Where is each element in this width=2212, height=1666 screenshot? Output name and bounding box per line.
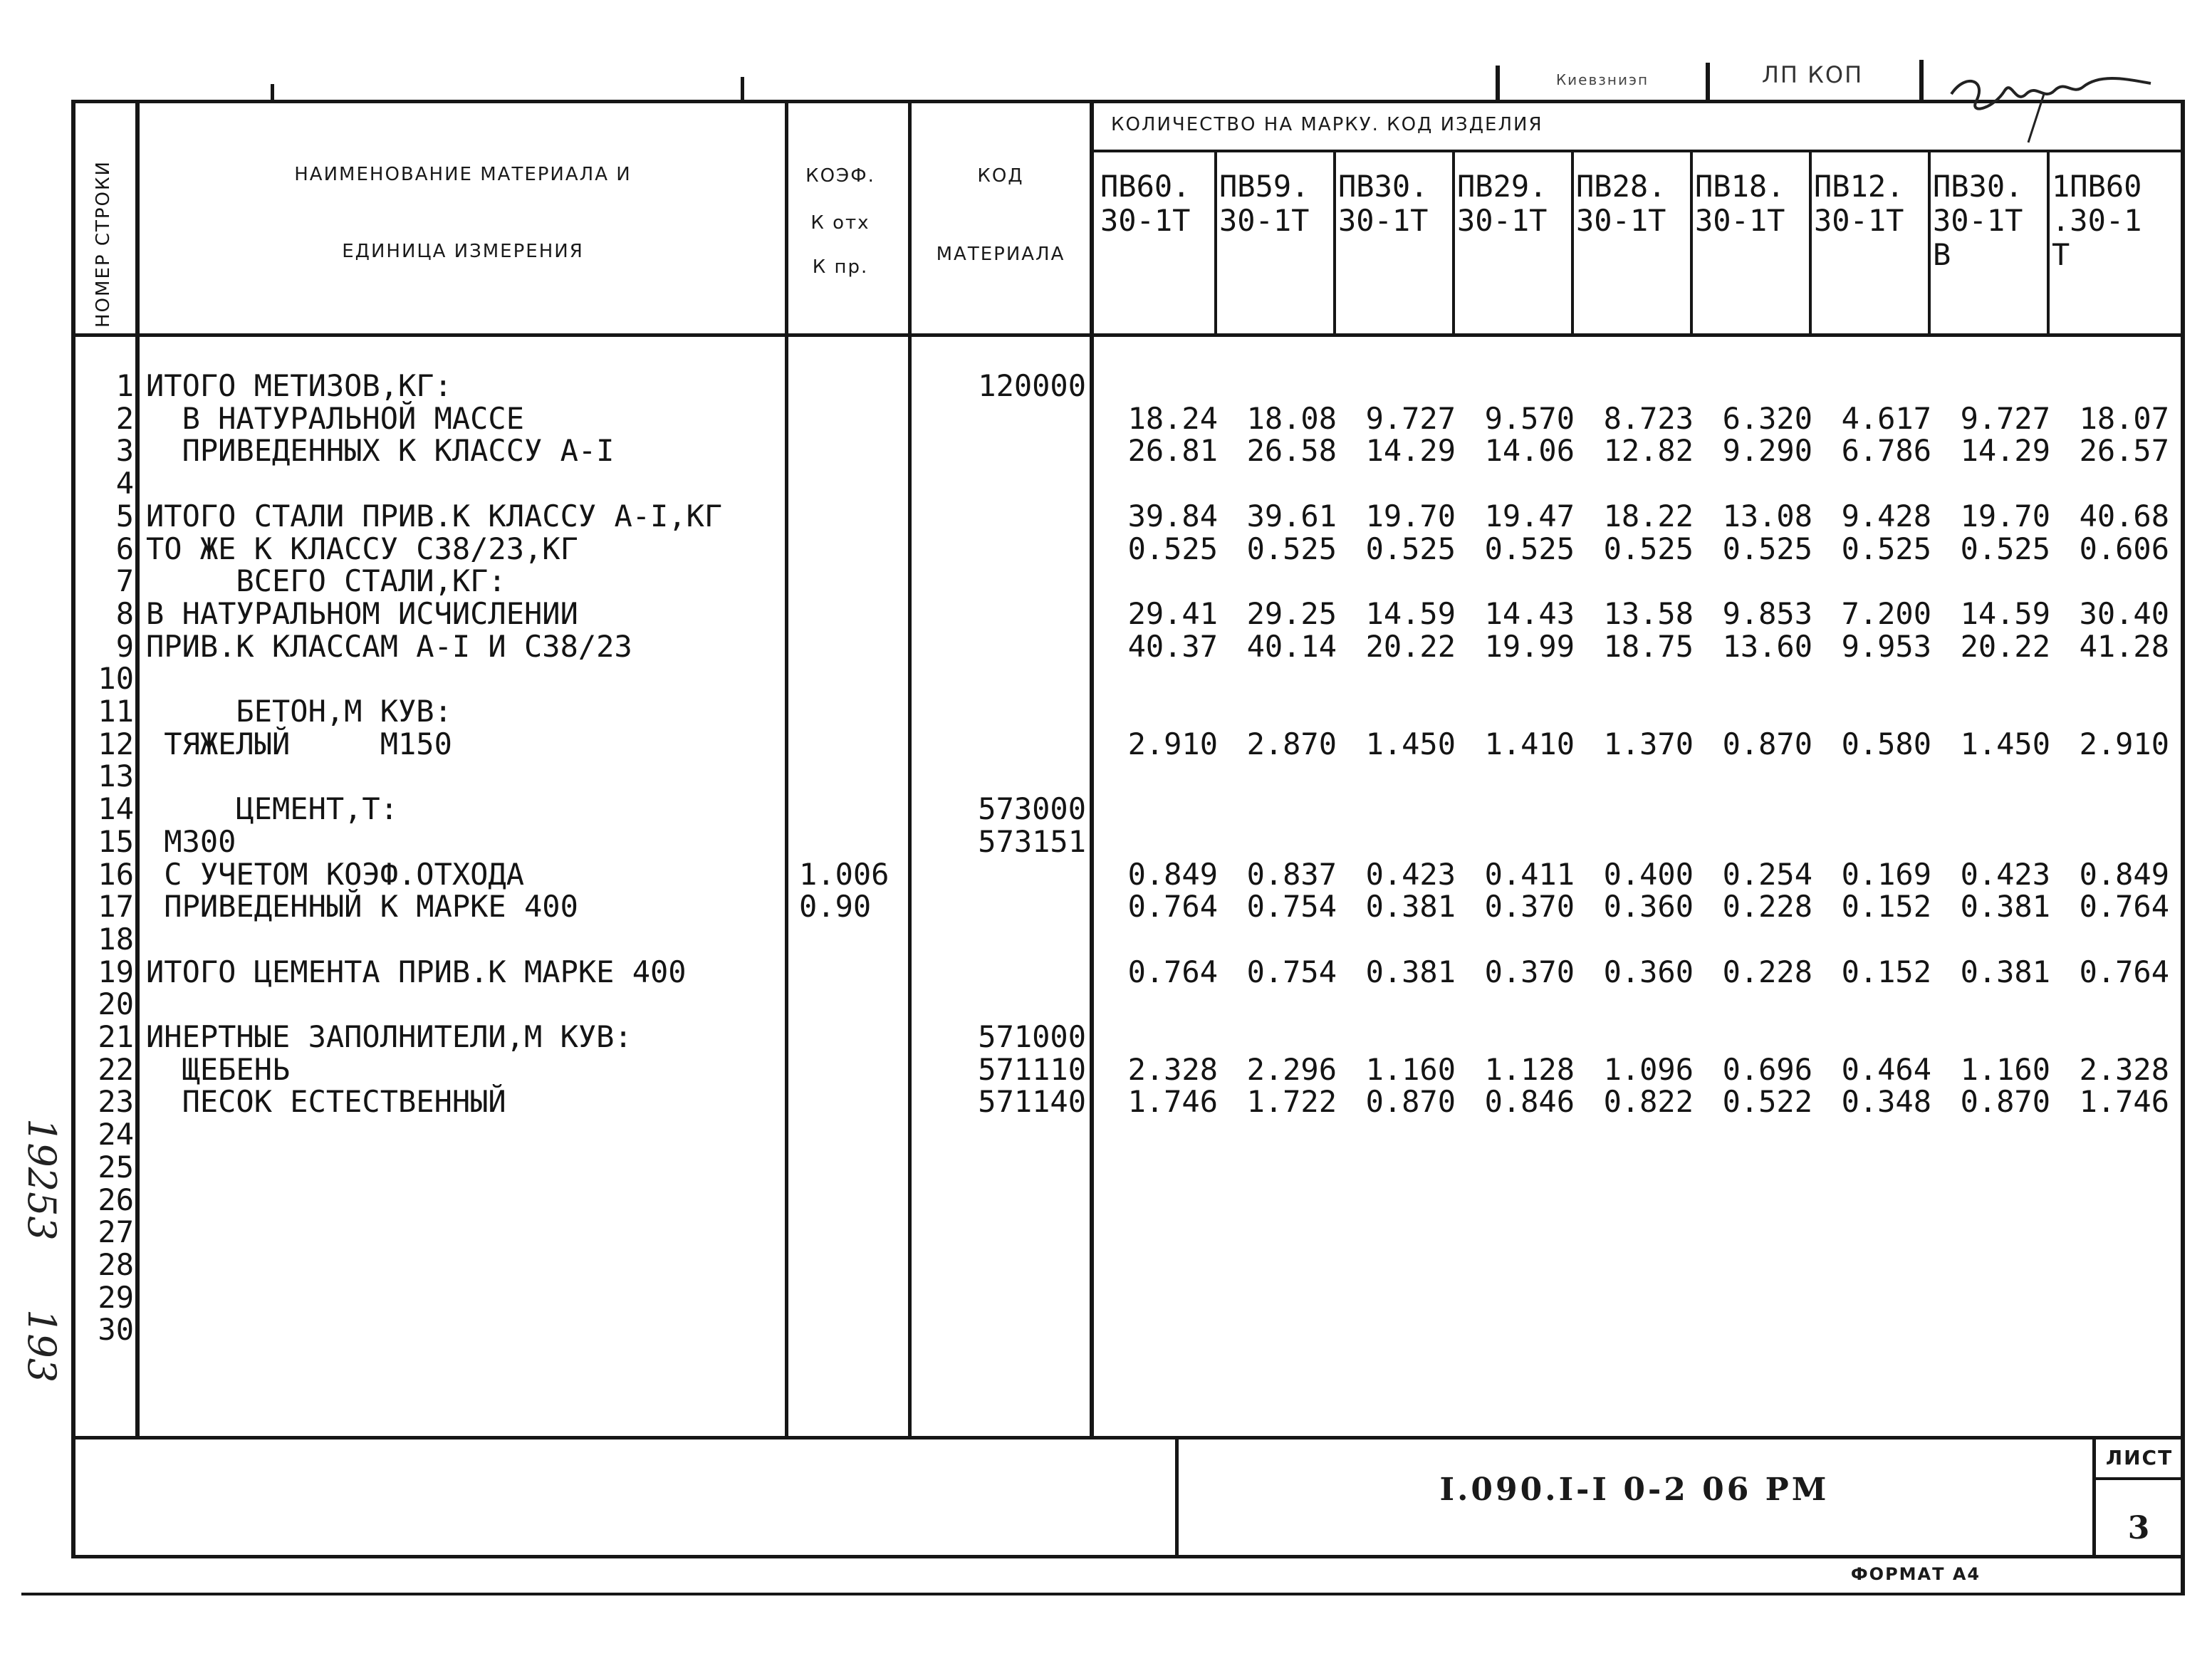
quantity-value: 29.41 [1127,596,1218,631]
quantity-value: 0.360 [1603,954,1694,989]
quantity-value: 2.870 [1246,727,1337,761]
quantity-value: 14.43 [1484,596,1575,631]
row-number: 7 [115,563,134,598]
row-number: 27 [98,1214,134,1249]
quantity-value: 0.764 [2079,954,2169,989]
row-number: 30 [98,1312,134,1347]
quantity-value: 0.522 [1722,1084,1812,1119]
row-number: 1 [115,368,134,403]
quantity-value: 26.58 [1246,433,1337,468]
quantity-value: 0.754 [1246,954,1337,989]
row-number: 19 [98,954,134,989]
quantity-value: 1.450 [1960,727,2050,761]
quantity-value: 1.746 [1127,1084,1218,1119]
table-bottom [71,1436,2185,1439]
row-number: 24 [98,1117,134,1152]
row-number: 11 [98,694,134,729]
material-name: ЦЕМЕНТ,Т: [146,791,399,826]
material-name: ВСЕГО СТАЛИ,КГ: [146,563,506,598]
quantity-value: 0.696 [1722,1052,1812,1087]
quantity-value: 0.360 [1603,889,1694,924]
col-line-coef [908,100,912,1439]
quantity-value: 0.764 [1127,954,1218,989]
quantity-value: 1.722 [1246,1084,1337,1119]
quantity-value: 7.200 [1841,596,1931,631]
quantity-value: 6.786 [1841,433,1931,468]
row-number: 6 [115,531,134,566]
stamp-line-2 [1706,63,1710,101]
quantity-value: 1.370 [1603,727,1694,761]
mark-header: ПВ18. 30-1Т [1695,169,1785,238]
quantity-value: 0.525 [1365,531,1456,566]
quantity-value: 4.617 [1841,401,1931,436]
material-header-line1: НАИМЕНОВАНИЕ МАТЕРИАЛА И [294,164,632,185]
row-number: 4 [115,466,134,501]
material-name: БЕТОН,М КУВ: [146,694,452,729]
quantity-value: 13.60 [1722,629,1812,664]
quantity-value: 18.08 [1246,401,1337,436]
row-number: 15 [98,824,134,859]
code-header-line2: МАТЕРИАЛА [936,244,1065,265]
quantity-value: 0.169 [1841,857,1931,892]
quantity-value: 18.75 [1603,629,1694,664]
quantity-value: 9.428 [1841,499,1931,533]
quantity-value: 0.228 [1722,889,1812,924]
quantity-value: 0.870 [1722,727,1812,761]
coef-header-line3: К пр. [812,256,869,278]
mark-sep-7 [1928,150,1931,335]
row-number-header: НОМЕР СТРОКИ [93,160,114,328]
quantity-value: 13.08 [1722,499,1812,533]
quantity-value: 39.84 [1127,499,1218,533]
mark-header: ПВ60. 30-1Т [1100,169,1191,238]
mark-sep-6 [1809,150,1812,335]
quantity-value: 14.59 [1960,596,2050,631]
quantity-value: 0.381 [1365,954,1456,989]
quantity-value: 0.152 [1841,954,1931,989]
material-name: В НАТУРАЛЬНОМ ИСЧИСЛЕНИИ [146,596,578,631]
material-name: ПЕСОК ЕСТЕСТВЕННЫЙ [146,1084,506,1119]
mark-header: ПВ30. 30-1Т [1338,169,1429,238]
quantity-value: 19.70 [1365,499,1456,533]
quantity-value: 0.606 [2079,531,2169,566]
quantity-value: 1.746 [2079,1084,2169,1119]
quantity-value: 0.464 [1841,1052,1931,1087]
quantity-value: 20.22 [1960,629,2050,664]
quantity-value: 30.40 [2079,596,2169,631]
quantity-value: 14.29 [1365,433,1456,468]
material-name: ПРИВЕДЕННЫХ К КЛАССУ А-I [146,433,615,468]
quantity-value: 20.22 [1365,629,1456,664]
quantity-value: 0.846 [1484,1084,1575,1119]
material-code: 571110 [978,1052,1086,1087]
signature-image [1937,51,2165,144]
quantity-value: 2.296 [1246,1052,1337,1087]
quantity-value: 18.07 [2079,401,2169,436]
quantity-value: 1.160 [1960,1052,2050,1087]
quantity-value: 0.837 [1246,857,1337,892]
quantity-value: 9.853 [1722,596,1812,631]
row-number: 23 [98,1084,134,1119]
format-label: ФОРМАТ А4 [1850,1564,1981,1584]
format-strip-bottom [21,1593,2185,1595]
quantity-value: 0.381 [1960,954,2050,989]
quantity-value: 40.68 [2079,499,2169,533]
mark-header: ПВ29. 30-1Т [1457,169,1548,238]
quantity-value: 9.727 [1960,401,2050,436]
material-name: ИНЕРТНЫЕ ЗАПОЛНИТЕЛИ,М КУВ: [146,1019,632,1054]
row-number: 2 [115,401,134,436]
quantity-value: 2.910 [1127,727,1218,761]
frame-right [2181,100,2185,1595]
mark-sep-5 [1690,150,1693,335]
coefficient-value: 0.90 [799,889,872,924]
material-name: ПРИВЕДЕННЫЙ К МАРКЕ 400 [146,889,578,924]
mark-header: ПВ59. 30-1Т [1219,169,1310,238]
quantity-value: 0.381 [1960,889,2050,924]
mark-sep-8 [2047,150,2050,335]
quantity-value: 0.525 [1603,531,1694,566]
quantity-value: 0.423 [1365,857,1456,892]
material-code: 571140 [978,1084,1086,1119]
material-code: 571000 [978,1019,1086,1054]
margin-number-2: 193 [19,1309,64,1383]
quantity-value: 0.370 [1484,954,1575,989]
row-number: 18 [98,922,134,957]
quantity-value: 19.47 [1484,499,1575,533]
quantity-value: 0.254 [1722,857,1812,892]
quantity-value: 2.328 [1127,1052,1218,1087]
quantity-value: 13.58 [1603,596,1694,631]
quantity-value: 26.81 [1127,433,1218,468]
stamp-line-1 [1496,66,1500,101]
quantity-value: 14.06 [1484,433,1575,468]
quantity-value: 2.910 [2079,727,2169,761]
quantity-value: 0.764 [2079,889,2169,924]
quantity-value: 18.22 [1603,499,1694,533]
sheet-cell-left [2092,1436,2096,1557]
quantity-value: 0.525 [1246,531,1337,566]
row-number: 20 [98,986,134,1021]
stamp-cell-1: Киевзниэп [1555,71,1649,88]
row-number: 5 [115,499,134,533]
row-number: 9 [115,629,134,664]
quantity-value: 0.525 [1722,531,1812,566]
quantity-value: 0.870 [1960,1084,2050,1119]
row-number: 26 [98,1182,134,1217]
material-name: С УЧЕТОМ КОЭФ.ОТХОДА [146,857,525,892]
mark-sep-2 [1333,150,1336,335]
sheet-number: 3 [2127,1510,2151,1546]
quantity-value: 14.29 [1960,433,2050,468]
quantity-header-line [1090,150,2185,152]
material-name: ТО ЖЕ К КЛАССУ С38/23,КГ [146,531,578,566]
quantity-value: 0.423 [1960,857,2050,892]
quantity-value: 1.410 [1484,727,1575,761]
quantity-value: 40.37 [1127,629,1218,664]
quantity-value: 1.160 [1365,1052,1456,1087]
material-code: 573151 [978,824,1086,859]
quantity-value: 1.096 [1603,1052,1694,1087]
quantity-value: 2.328 [2079,1052,2169,1087]
code-header-line1: КОД [977,165,1024,187]
stamp-cell-2: ЛП КОП [1761,61,1864,88]
col-line-rownum [135,100,140,1439]
quantity-value: 0.381 [1365,889,1456,924]
quantity-value: 1.450 [1365,727,1456,761]
quantity-value: 0.849 [2079,857,2169,892]
row-number: 28 [98,1247,134,1282]
mark-header: ПВ12. 30-1Т [1814,169,1904,238]
quantity-value: 9.727 [1365,401,1456,436]
material-name: М300 [146,824,236,859]
material-code: 573000 [978,791,1086,826]
col-line-code [1090,100,1094,1439]
quantity-value: 19.70 [1960,499,2050,533]
sheet-cell-divider [2092,1477,2184,1480]
quantity-value: 0.228 [1722,954,1812,989]
row-number: 25 [98,1150,134,1185]
quantity-value: 9.953 [1841,629,1931,664]
quantity-value: 0.525 [1841,531,1931,566]
quantity-value: 0.525 [1484,531,1575,566]
quantity-value: 12.82 [1603,433,1694,468]
quantity-value: 9.290 [1722,433,1812,468]
row-number: 13 [98,759,134,793]
mark-sep-3 [1452,150,1455,335]
row-number: 16 [98,857,134,892]
quantity-value: 1.128 [1484,1052,1575,1087]
quantity-value: 0.348 [1841,1084,1931,1119]
stamp-tick-1 [271,84,274,101]
mark-header: 1ПВ60 .30-1 Т [2052,169,2142,272]
coefficient-value: 1.006 [799,857,890,892]
material-name: ЩЕБЕНЬ [146,1052,291,1087]
material-name: ПРИВ.К КЛАССАМ А-I И С38/23 [146,629,632,664]
stamp-tick-2 [741,77,744,101]
quantity-value: 0.152 [1841,889,1931,924]
quantity-value: 0.754 [1246,889,1337,924]
quantity-value: 0.525 [1960,531,2050,566]
quantity-value: 0.764 [1127,889,1218,924]
quantity-value: 0.870 [1365,1084,1456,1119]
frame-top [71,100,2185,103]
mark-header: ПВ30. 30-1Т В [1933,169,2023,272]
quantity-value: 0.370 [1484,889,1575,924]
frame-bottom [71,1555,2185,1558]
row-number: 22 [98,1052,134,1087]
quantity-value: 39.61 [1246,499,1337,533]
material-name: ИТОГО СТАЛИ ПРИВ.К КЛАССУ А-I,КГ [146,499,723,533]
col-line-name [785,100,788,1439]
quantity-header: КОЛИЧЕСТВО НА МАРКУ. КОД ИЗДЕЛИЯ [1111,114,1543,135]
quantity-value: 41.28 [2079,629,2169,664]
header-divider [71,333,2185,337]
quantity-value: 29.25 [1246,596,1337,631]
quantity-value: 0.849 [1127,857,1218,892]
quantity-value: 0.525 [1127,531,1218,566]
row-number: 12 [98,727,134,761]
material-name: ТЯЖЕЛЫЙ М150 [146,727,452,761]
quantity-value: 26.57 [2079,433,2169,468]
mark-sep-1 [1214,150,1217,335]
quantity-value: 18.24 [1127,401,1218,436]
title-block-left [1175,1436,1179,1557]
material-code: 120000 [978,368,1086,403]
coef-header-line2: К отх [810,212,870,234]
quantity-value: 0.411 [1484,857,1575,892]
coef-header-line1: КОЭФ. [805,165,875,187]
material-name: В НАТУРАЛЬНОЙ МАССЕ [146,401,525,436]
row-number: 21 [98,1019,134,1054]
row-number: 29 [98,1280,134,1315]
quantity-value: 19.99 [1484,629,1575,664]
quantity-value: 14.59 [1365,596,1456,631]
row-number: 8 [115,596,134,631]
material-name: ИТОГО МЕТИЗОВ,КГ: [146,368,452,403]
margin-number-1: 19253 [19,1118,64,1241]
document-code: I.090.I-I 0-2 06 РМ [1439,1472,1830,1508]
stamp-line-3 [1919,60,1924,101]
row-number: 14 [98,791,134,826]
row-number: 10 [98,661,134,696]
material-name: ИТОГО ЦЕМЕНТА ПРИВ.К МАРКЕ 400 [146,954,687,989]
row-number: 3 [115,433,134,468]
quantity-value: 6.320 [1722,401,1812,436]
quantity-value: 9.570 [1484,401,1575,436]
quantity-value: 8.723 [1603,401,1694,436]
quantity-value: 40.14 [1246,629,1337,664]
quantity-value: 0.400 [1603,857,1694,892]
sheet-label: ЛИСТ [2105,1446,2174,1469]
material-header-line2: ЕДИНИЦА ИЗМЕРЕНИЯ [342,241,584,262]
mark-header: ПВ28. 30-1Т [1576,169,1666,238]
quantity-value: 0.822 [1603,1084,1694,1119]
row-number: 17 [98,889,134,924]
mark-sep-4 [1571,150,1574,335]
quantity-value: 0.580 [1841,727,1931,761]
